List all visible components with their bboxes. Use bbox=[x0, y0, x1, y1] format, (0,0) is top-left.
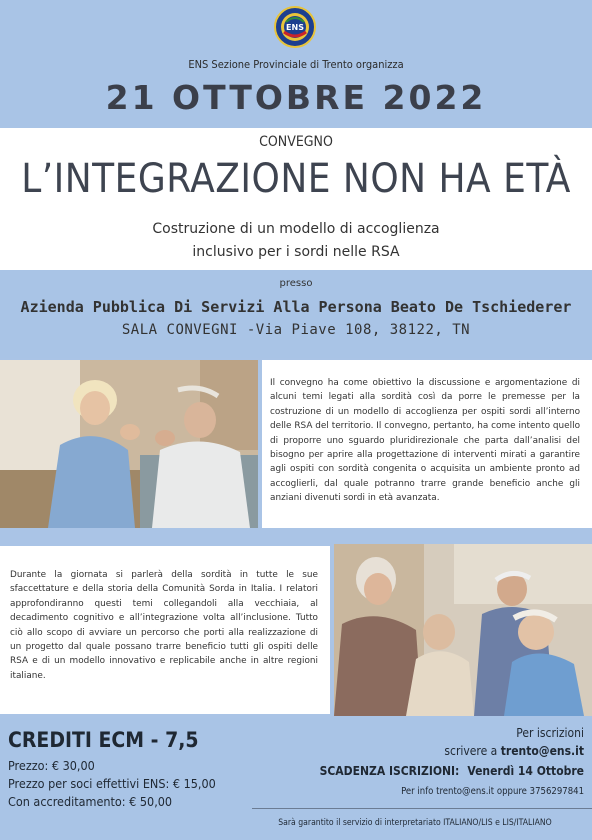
photo-seniors-group bbox=[334, 544, 592, 716]
divider bbox=[252, 808, 592, 809]
photo-seniors-signing bbox=[0, 360, 258, 528]
subtitle bbox=[0, 218, 592, 264]
price-standard: Prezzo: € 30,00 bbox=[8, 758, 95, 773]
event-type-label: CONVEGNO bbox=[259, 134, 333, 150]
description-paragraph-2: Durante la giornata si parlerà della sordità in tutte le sue sfaccettature e della storia della Comunità Sorda in Italia. I relatori approfondiranno questi temi collegandoli alla vecchiaia, al decadimento cognitivo e all’integrazione volta all’inclusione. Tutto ciò allo scopo di avviare un percorso che porti alla realizzazione di un progetto dal quale possano trarre beneficio tutti gli ospiti delle RSA e di un modello innovativo e replicabile anche in altre regioni italiane. bbox=[0, 546, 330, 714]
info-contact: Per info trento@ens.it oppure 3756297841 bbox=[401, 786, 584, 797]
registration-deadline bbox=[320, 764, 584, 778]
header-band bbox=[0, 0, 592, 128]
registration-email-link[interactable]: trento@ens.it bbox=[500, 744, 584, 758]
footer-section bbox=[0, 718, 592, 840]
venue-name: Azienda Pubblica Di Servizi Alla Persona Beato De Tschiederer bbox=[20, 298, 572, 316]
price-members: Prezzo per soci effettivi ENS: € 15,00 bbox=[8, 776, 216, 791]
content-section bbox=[0, 358, 592, 718]
event-date: 21 OTTOBRE 2022 bbox=[105, 78, 487, 117]
venue-address: SALA CONVEGNI -Via Piave 108, 38122, TN bbox=[121, 322, 471, 338]
subtitle-line-1: Costruzione di un modello di accoglienza bbox=[152, 221, 440, 237]
logo-text: ENS bbox=[286, 23, 304, 32]
page-title: L’INTEGRAZIONE NON HA ETÀ bbox=[21, 156, 571, 202]
title-section bbox=[0, 128, 592, 270]
registration-label: Per iscrizioni bbox=[516, 726, 584, 740]
write-to-text: scrivere a bbox=[444, 744, 501, 758]
ecm-credits: CREDITI ECM - 7,5 bbox=[8, 728, 199, 752]
venue-section bbox=[0, 270, 592, 358]
subtitle-line-2: inclusivo per i sordi nelle RSA bbox=[192, 244, 400, 260]
price-accredited: Con accreditamento: € 50,00 bbox=[8, 794, 173, 809]
deadline-date: Venerdì 14 Ottobre bbox=[467, 764, 584, 778]
ens-logo-icon bbox=[274, 6, 316, 48]
registration-email-line bbox=[444, 744, 584, 758]
interpretation-notice: Sarà garantito il servizio di interpretariato ITALIANO/LIS e LIS/ITALIANO bbox=[278, 818, 552, 828]
description-paragraph-1: Il convegno ha come obiettivo la discussione e argomentazione di alcuni temi legati alla sordità così da porre le premesse per la costruzione di un modello di accoglienza per ospiti sordi all’interno delle RSA del territorio. Il convegno, pertanto, ha come intento quello di proporre uno sguardo pluridirezionale che parta dall’analisi del bisogno per aprire alla progettazione di interventi mirati a garantire agli ospiti con sordità congenita o acquisita un ambiente pronto ad accoglierli, dal quale potranno trarre grande beneficio anche gli anziani divenuti sordi in età avanzata. bbox=[262, 360, 592, 528]
deadline-label: SCADENZA ISCRIZIONI: bbox=[319, 764, 460, 778]
organizer-text: ENS Sezione Provinciale di Trento organizza bbox=[188, 58, 404, 71]
presso-label: presso bbox=[279, 278, 313, 289]
